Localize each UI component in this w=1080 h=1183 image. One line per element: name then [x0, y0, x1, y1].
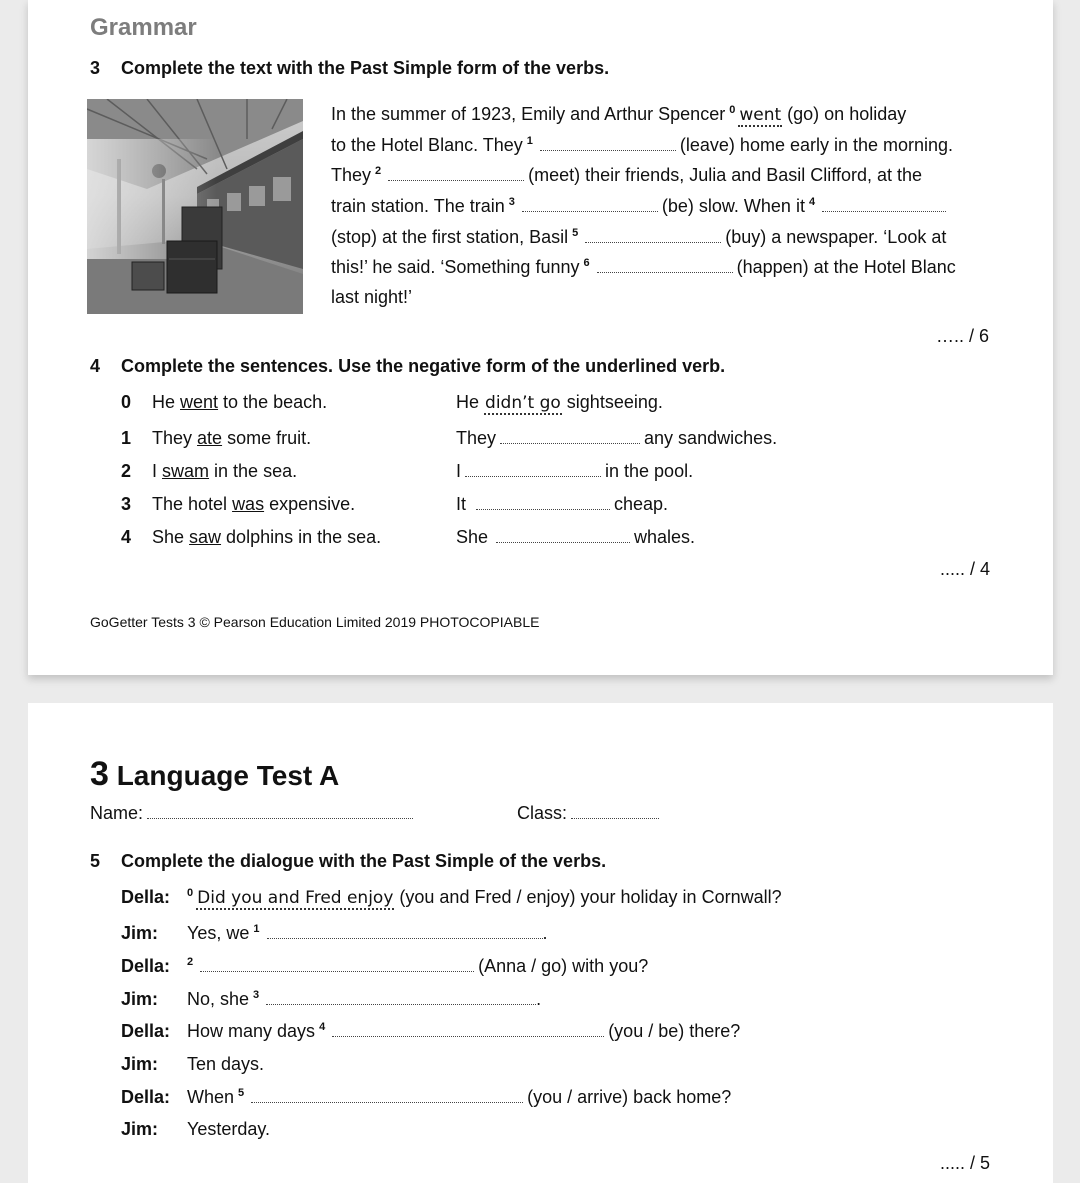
ex4-response-1: They any sandwiches.: [456, 428, 778, 448]
ex4-response-3: It cheap.: [456, 494, 669, 514]
exercise-5-instruction: 5 Complete the dialogue with the Past Simple of the verbs.: [90, 851, 607, 871]
ex5-score: ..... / 5: [940, 1153, 991, 1173]
ex5-line-1: Jim: Yes, we $^1$ .: [121, 923, 548, 943]
ex5-blank-1[interactable]: [267, 924, 543, 939]
ex4-row-2: 2 I swam in the sea.: [121, 461, 298, 481]
ex3-blank-4[interactable]: [822, 197, 946, 212]
copyright-footer: GoGetter Tests 3 © Pearson Education Limited 2019 PHOTOCOPIABLE: [90, 614, 540, 630]
train-platform-illustration: [87, 99, 303, 314]
section-heading-grammar: Grammar: [90, 14, 197, 41]
ex5-line-3: Jim: No, she $^3$ .: [121, 989, 542, 1009]
ex5-line-6: Della: When $^5$ (you / arrive) back home?: [121, 1087, 732, 1107]
ex5-blank-2[interactable]: [200, 957, 474, 972]
ex5-blank-5[interactable]: [251, 1088, 523, 1103]
train-station-photo: [87, 99, 303, 314]
name-field: Name:: [90, 803, 417, 824]
ex5-blank-4[interactable]: [332, 1022, 604, 1037]
worksheet-page-1: [28, 0, 1053, 675]
ex3-blank-6[interactable]: [597, 258, 733, 273]
ex3-line-2: They $^2$ (meet) their friends, Julia and Basil Clifford, at the: [331, 165, 923, 185]
ex5-line-2: Della: $^2$ (Anna / go) with you?: [121, 956, 649, 976]
ex5-line-4: Della: How many days $^4$ (you / be) there?: [121, 1021, 741, 1041]
class-input[interactable]: [571, 804, 659, 819]
class-field: Class:: [517, 803, 663, 824]
ex5-line-5: Jim: Ten days.: [121, 1054, 265, 1074]
ex4-blank-2[interactable]: [465, 462, 601, 477]
ex4-blank-1[interactable]: [500, 429, 640, 444]
ex4-answer-0: didn’t go: [485, 393, 561, 413]
ex3-line-1: to the Hotel Blanc. They $^1$ (leave) home early in the morning.: [331, 135, 954, 155]
ex3-answer-0: went: [739, 105, 782, 125]
ex4-score: ..... / 4: [940, 559, 991, 579]
ex4-response-0: He didn’t go sightseeing.: [456, 392, 663, 413]
ex3-blank-5[interactable]: [585, 228, 721, 243]
ex3-score: ….. / 6: [936, 326, 990, 346]
ex4-row-0: 0 He went to the beach.: [121, 392, 328, 412]
name-input[interactable]: [147, 804, 413, 819]
ex3-line-0: In the summer of 1923, Emily and Arthur Spencer $^0$ went (go) on holiday: [331, 104, 907, 125]
test-title: 3 Language Test A: [90, 755, 340, 793]
ex3-blank-2[interactable]: [388, 166, 524, 181]
ex5-answer-0: Did you and Fred enjoy: [197, 888, 394, 908]
ex3-line-6: last night!’: [331, 287, 413, 307]
ex4-response-2: I in the pool.: [456, 461, 694, 481]
ex3-blank-3[interactable]: [522, 197, 658, 212]
exercise-3-instruction: 3 Complete the text with the Past Simple form of the verbs.: [90, 58, 610, 78]
ex4-row-4: 4 She saw dolphins in the sea.: [121, 527, 382, 547]
ex3-line-3: train station. The train $^3$ (be) slow. When it $^4$: [331, 196, 950, 217]
ex4-response-4: She whales.: [456, 527, 696, 547]
ex5-blank-3[interactable]: [266, 990, 536, 1005]
ex4-blank-4[interactable]: [496, 528, 630, 543]
ex3-line-4: (stop) at the first station, Basil $^5$ (buy) a newspaper. ‘Look at: [331, 227, 947, 247]
ex5-line-7: Jim: Yesterday.: [121, 1119, 271, 1139]
ex3-line-5: this!’ he said. ‘Something funny $^6$ (happen) at the Hotel Blanc: [331, 257, 956, 277]
ex4-row-3: 3 The hotel was expensive.: [121, 494, 356, 514]
ex3-blank-1[interactable]: [540, 136, 676, 151]
ex5-line-0: Della: $^0$ Did you and Fred enjoy (you and Fred / enjoy) your holiday in Cornwall?: [121, 887, 782, 908]
worksheet-page-2: [28, 703, 1053, 1183]
exercise-4-instruction: 4 Complete the sentences. Use the negative form of the underlined verb.: [90, 356, 726, 376]
ex4-row-1: 1 They ate some fruit.: [121, 428, 312, 448]
ex4-blank-3[interactable]: [476, 495, 610, 510]
